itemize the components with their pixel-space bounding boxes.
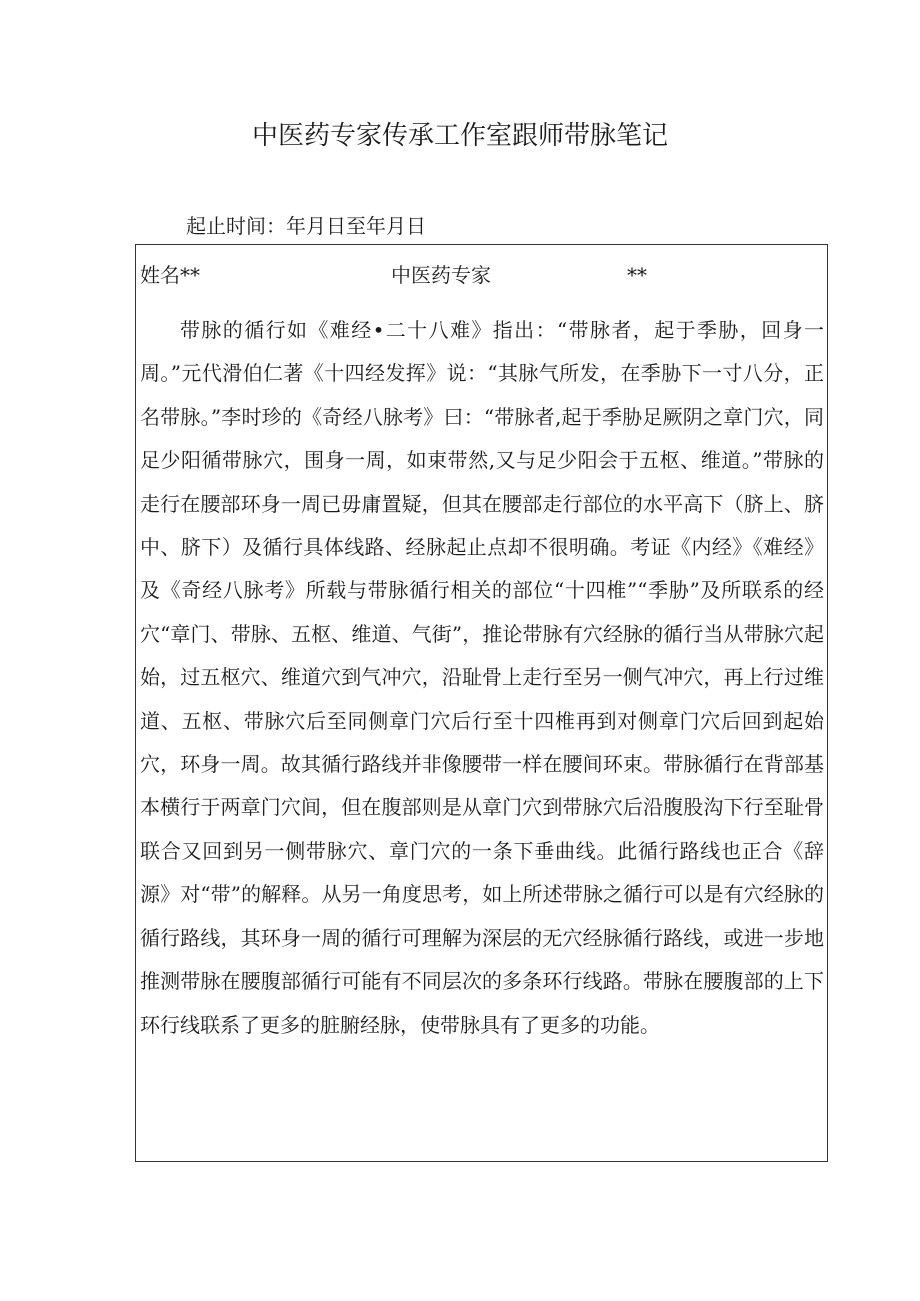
date-range: 起止时间：年月日至年月日 (186, 214, 426, 238)
expert-label: 中医药专家 (391, 263, 491, 287)
info-row (140, 257, 820, 293)
name-label: 姓名** (140, 263, 200, 287)
body-text: 带脉的循行如《难经•二十八难》指出：“带脉者，起于季胁，回身一周。”元代滑伯仁著《十四经发挥》说：“其脉气所发，在季胁下一寸八分，正名带脉。”李时珍的《奇经八脉考》曰：“带脉者,起于季胁足厥阴之章门穴，同足少阳循带脉穴，围身一周，如束带然,又与足少阳会于五枢、维道。”带脉的走行在腰部环身一周已毋庸置疑，但其在腰部走行部位的水平高下（脐上、脐中、脐下）及循行具体线路、经脉起止点却不很明确。考证《内经》《难经》及《奇经八脉考》所载与带脉循行相关的部位“十四椎”“季胁”及所联系的经穴“章门、带脉、五枢、维道、气街”，推论带脉有穴经脉的循行当从带脉穴起始，过五枢穴、维道穴到气冲穴，沿耻骨上走行至另一侧气冲穴，再上行过维道、五枢、带脉穴后至同侧章门穴后行至十四椎再到对侧章门穴后回到起始穴，环身一周。故其循行路线并非像腰带一样在腰间环束。带脉循行在背部基本横行于两章门穴间，但在腹部则是从章门穴到带脉穴后沿腹股沟下行至耻骨联合又回到另一侧带脉穴、章门穴的一条下垂曲线。此循行路线也正合《辞源》对“带”的解释。从另一角度思考，如上所述带脉之循行可以是有穴经脉的循行路线，其环身一周的循行可理解为深层的无穴经脉循行路线，或进一步地推测带脉在腰腹部循行可能有不同层次的多条环行线路。带脉在腰腹部的上下环行线联系了更多的脏腑经脉，使带脉具有了更多的功能。 (140, 318, 824, 1037)
document-title: 中医药专家传承工作室跟师带脉笔记 (251, 121, 668, 151)
expert-value: ** (627, 263, 647, 287)
note-box (135, 244, 828, 1162)
